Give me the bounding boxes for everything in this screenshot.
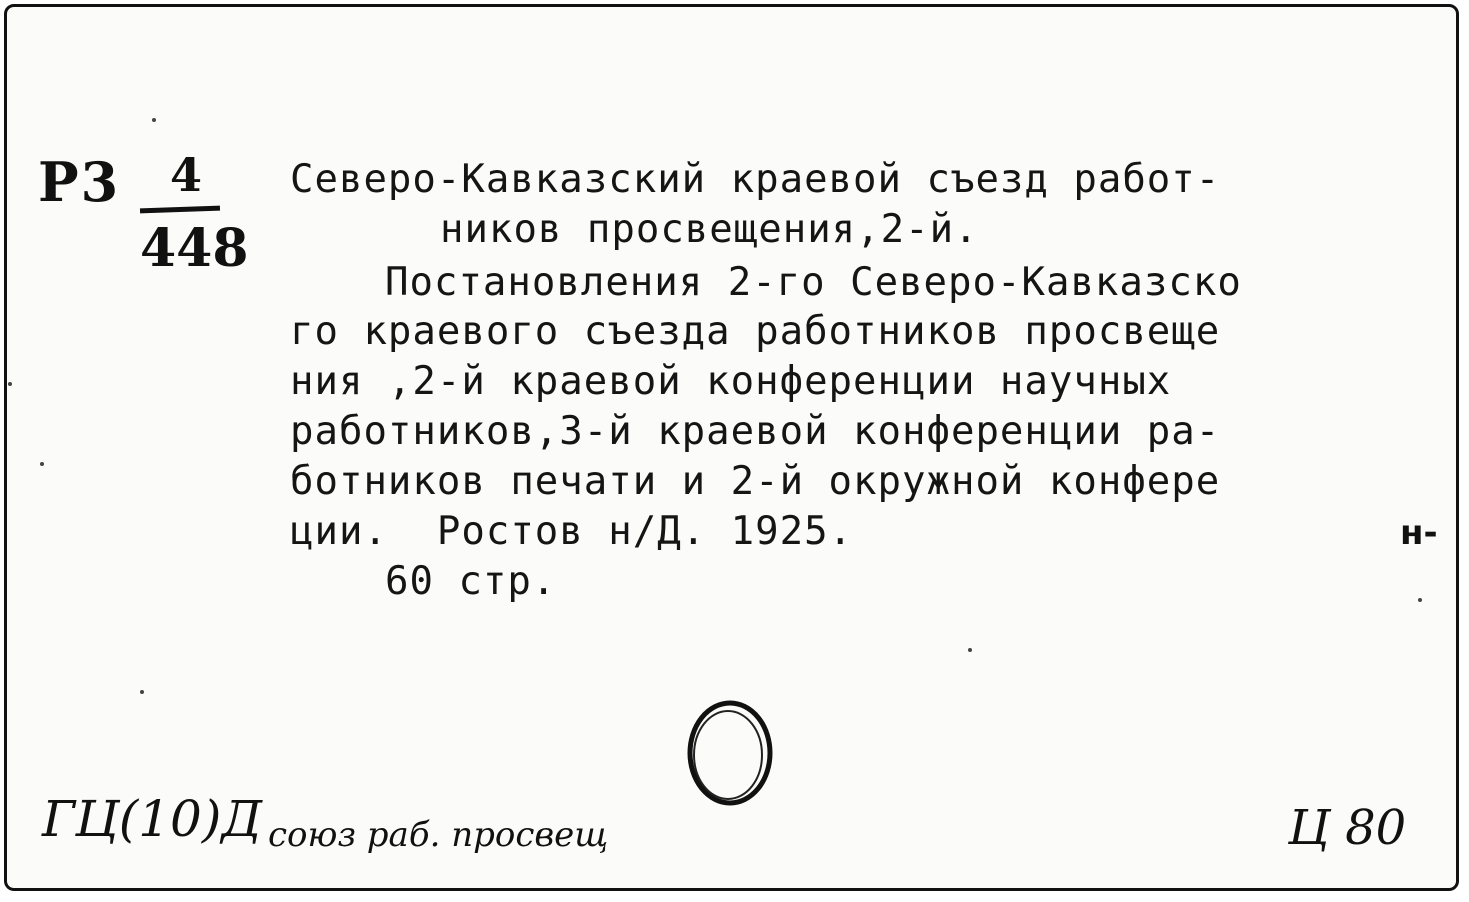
speck [152,118,156,122]
shelf-mark-denominator: 448 [140,218,249,279]
typed-line-4: го краевого съезда работников просвеще [290,309,1221,354]
shelf-mark-numerator: 4 [170,148,203,202]
corner-mark: н- [1400,513,1438,553]
typed-line-8: ции. Ростов н/Д. 1925. [290,509,854,554]
handwritten-subject-note: союз раб. просвещ [268,815,609,855]
speck [8,382,12,386]
handwritten-call-number: ГЦ(10)Д [42,790,262,848]
speck [968,648,972,652]
hole-ring-icon [680,695,780,815]
typed-line-9: 60 стр. [385,559,557,604]
typed-line-6: работников,3-й краевой конференции ра- [290,409,1221,454]
typed-line-1: Северо-Кавказский краевой съезд работ- [290,157,1221,202]
handwritten-code: Ц 80 [1288,800,1407,856]
typed-line-5: ния ,2-й краевой конференции научных [290,359,1172,404]
typed-line-2: ников просвещения,2-й. [440,207,979,252]
shelf-mark-prefix: Р3 [38,150,121,214]
speck [1418,598,1422,602]
speck [40,462,44,466]
typed-line-3: Постановления 2-го Северо-Кавказско [385,260,1242,305]
speck [140,690,144,694]
typed-line-7: ботников печати и 2-й окружной конфере [290,459,1221,504]
